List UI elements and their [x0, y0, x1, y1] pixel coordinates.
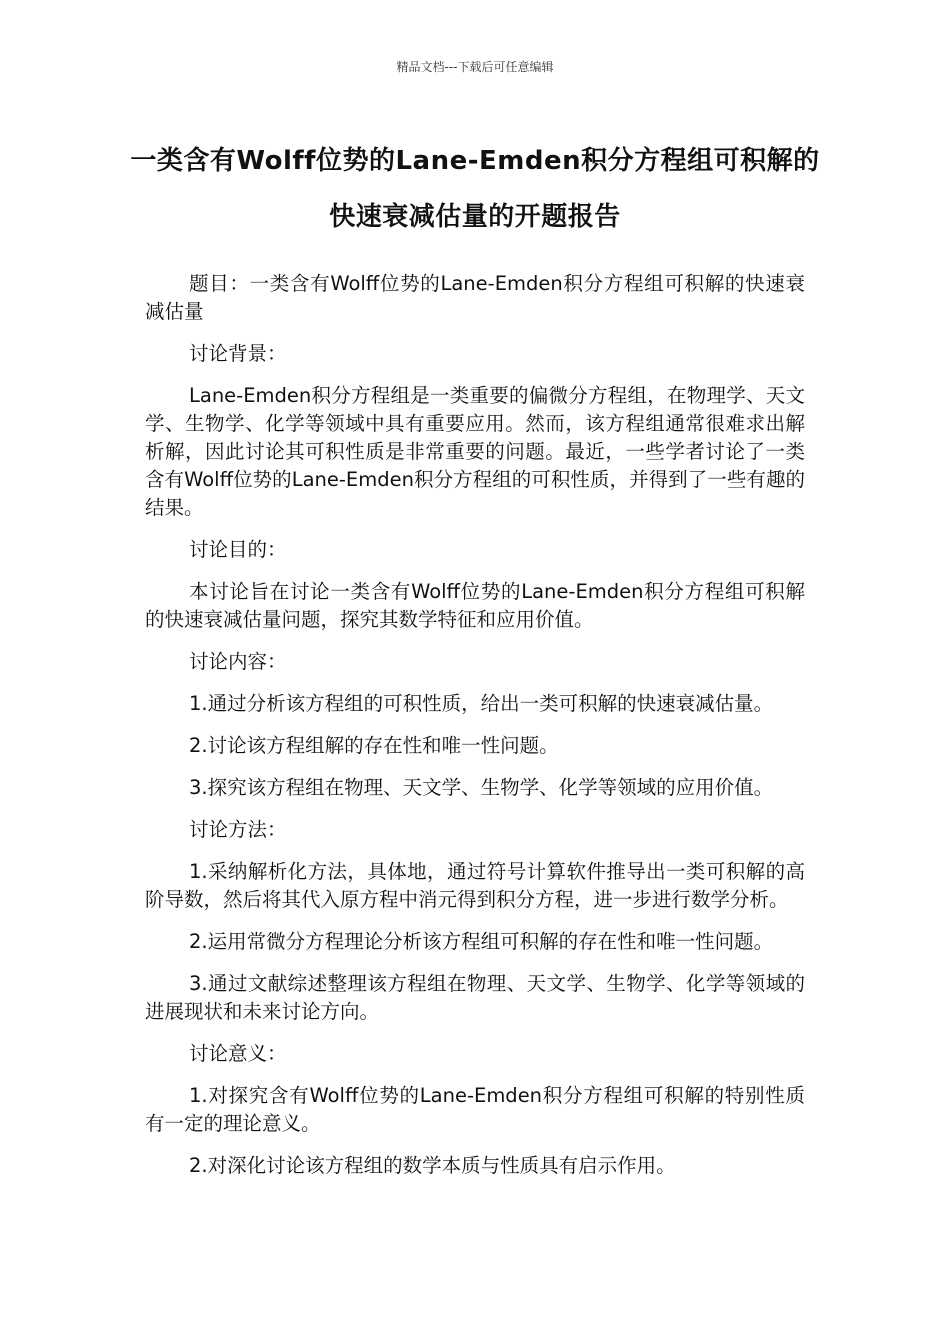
- section-heading-significance: 讨论意义：: [189, 1042, 287, 1065]
- list-item-method-3: 3.通过文献综述整理该方程组在物理、天文学、生物学、化学等领域的进展现状和未来讨论方向。: [145, 972, 805, 1023]
- section-heading-content: 讨论内容：: [189, 650, 287, 673]
- document-body: [145, 270, 805, 1194]
- section-heading-background: 讨论背景：: [189, 342, 287, 365]
- paragraph-background: Lane-Emden积分方程组是一类重要的偏微分方程组，在物理学、天文学、生物学、化学等领域中具有重要应用。然而，该方程组通常很难求出解析解，因此讨论其可积性质是非常重要的问题。最近，一些学者讨论了一类含有Wolff位势的Lane-Emden积分方程组的可积性质，并得到了一些有趣的结果。: [145, 384, 805, 519]
- paragraph-topic: 题目：一类含有Wolff位势的Lane-Emden积分方程组可积解的快速衰减估量: [145, 272, 805, 323]
- document-title: 一类含有Wolff位势的Lane-Emden积分方程组可积解的快速衰减估量的开题报告: [130, 146, 820, 232]
- paragraph-purpose: 本讨论旨在讨论一类含有Wolff位势的Lane-Emden积分方程组可积解的快速衰减估量问题，探究其数学特征和应用价值。: [145, 580, 805, 631]
- list-item-significance-1: 1.对探究含有Wolff位势的Lane-Emden积分方程组可积解的特别性质有一定的理论意义。: [145, 1084, 805, 1135]
- list-item-method-1: 1.采纳解析化方法，具体地，通过符号计算软件推导出一类可积解的高阶导数，然后将其代入原方程中消元得到积分方程，进一步进行数学分析。: [145, 860, 805, 911]
- section-heading-method: 讨论方法：: [189, 818, 287, 841]
- header-note: 精品文档---下载后可任意编辑: [396, 60, 554, 74]
- list-item-content-3: 3.探究该方程组在物理、天文学、生物学、化学等领域的应用价值。: [189, 776, 774, 799]
- list-item-method-2: 2.运用常微分方程理论分析该方程组可积解的存在性和唯一性问题。: [189, 930, 774, 953]
- list-item-significance-2: 2.对深化讨论该方程组的数学本质与性质具有启示作用。: [189, 1154, 676, 1177]
- list-item-content-2: 2.讨论该方程组解的存在性和唯一性问题。: [189, 734, 559, 757]
- list-item-content-1: 1.通过分析该方程组的可积性质，给出一类可积解的快速衰减估量。: [189, 692, 774, 715]
- section-heading-purpose: 讨论目的：: [189, 538, 287, 561]
